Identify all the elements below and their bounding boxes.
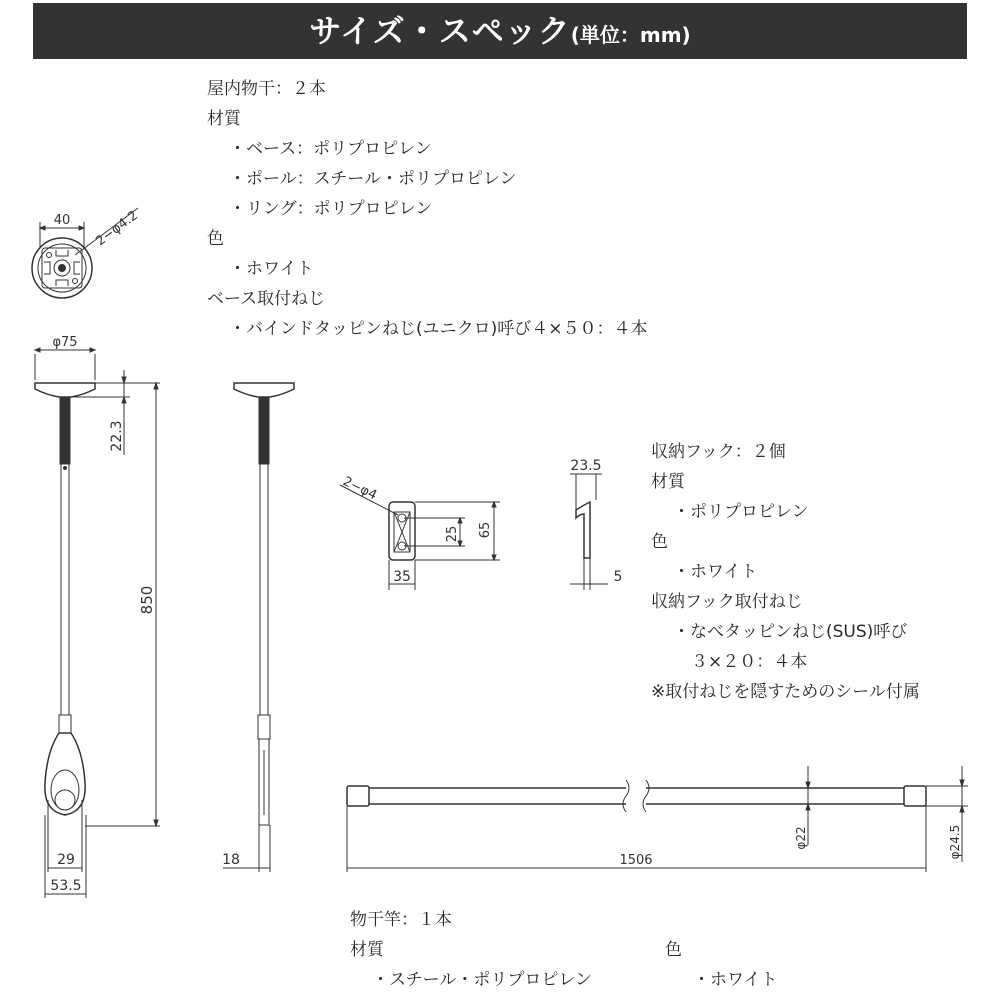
hook-material-label: 材質 <box>651 472 685 492</box>
indoor-pole-color-label: 色 <box>207 229 224 249</box>
rod-heading: 物干竿：１本 <box>350 910 452 930</box>
dim-hook-width: 35 <box>393 569 411 585</box>
dim-ring-inner: 29 <box>57 852 75 868</box>
dim-pole-length: 850 <box>138 585 156 615</box>
dim-rod-cap-dia: φ24.5 <box>948 824 962 860</box>
hook-screw-line2: ３×２０：４本 <box>691 652 808 672</box>
pole-front-view <box>35 348 160 898</box>
indoor-pole-material-pole: ・ポール：スチール・ポリプロピレン <box>229 169 517 189</box>
dim-hook-depth: 23.5 <box>570 458 602 474</box>
indoor-pole-screw: ・バインドタッピンねじ(ユニクロ)呼び４×５０：４本 <box>229 319 648 339</box>
hook-side-view <box>570 474 608 590</box>
rod-material-label: 材質 <box>350 940 384 960</box>
indoor-pole-heading: 屋内物干：２本 <box>207 79 326 99</box>
indoor-pole-screw-label: ベース取付ねじ <box>207 289 326 309</box>
dim-hook-thickness: 5 <box>613 569 623 585</box>
dim-base-height: 22.3 <box>109 420 125 452</box>
dim-ring-outer: 53.5 <box>50 878 82 894</box>
hook-note: ※取付ねじを隠すためのシール付属 <box>651 682 920 702</box>
hook-screw-line1: ・なべタッピンねじ(SUS)呼び <box>673 622 908 642</box>
rod-view <box>347 766 968 872</box>
dim-base-holes: 2−φ4.2 <box>93 208 142 250</box>
indoor-pole-material-base: ・ベース：ポリプロピレン <box>229 139 432 159</box>
page-title-unit: (単位：mm) <box>570 23 691 47</box>
rod-material: ・スチール・ポリプロピレン <box>372 970 592 990</box>
dim-hook-holes: 2−φ4 <box>340 474 380 504</box>
hook-color: ・ホワイト <box>673 562 758 582</box>
indoor-pole-color: ・ホワイト <box>229 259 314 279</box>
dim-base-width: 40 <box>53 213 71 228</box>
hook-material: ・ポリプロピレン <box>673 502 809 522</box>
pole-side-view <box>223 383 294 872</box>
indoor-pole-material-label: 材質 <box>207 109 241 129</box>
dim-rod-dia: φ22 <box>794 826 808 850</box>
dim-hook-height: 65 <box>478 521 493 539</box>
hook-heading: 収納フック：２個 <box>651 442 786 462</box>
hook-front-view <box>340 485 500 590</box>
dim-side-width: 18 <box>222 852 240 868</box>
hook-color-label: 色 <box>651 532 668 552</box>
indoor-pole-material-ring: ・リング：ポリプロピレン <box>229 199 433 219</box>
dim-rod-length: 1506 <box>619 853 653 868</box>
page-title: サイズ・スペック <box>309 12 571 50</box>
rod-color-label: 色 <box>665 940 682 960</box>
hook-screw-label: 収納フック取付ねじ <box>651 592 803 612</box>
dim-hook-pitch: 25 <box>445 525 460 543</box>
rod-color: ・ホワイト <box>693 970 778 990</box>
dim-base-dia: φ75 <box>52 335 78 350</box>
